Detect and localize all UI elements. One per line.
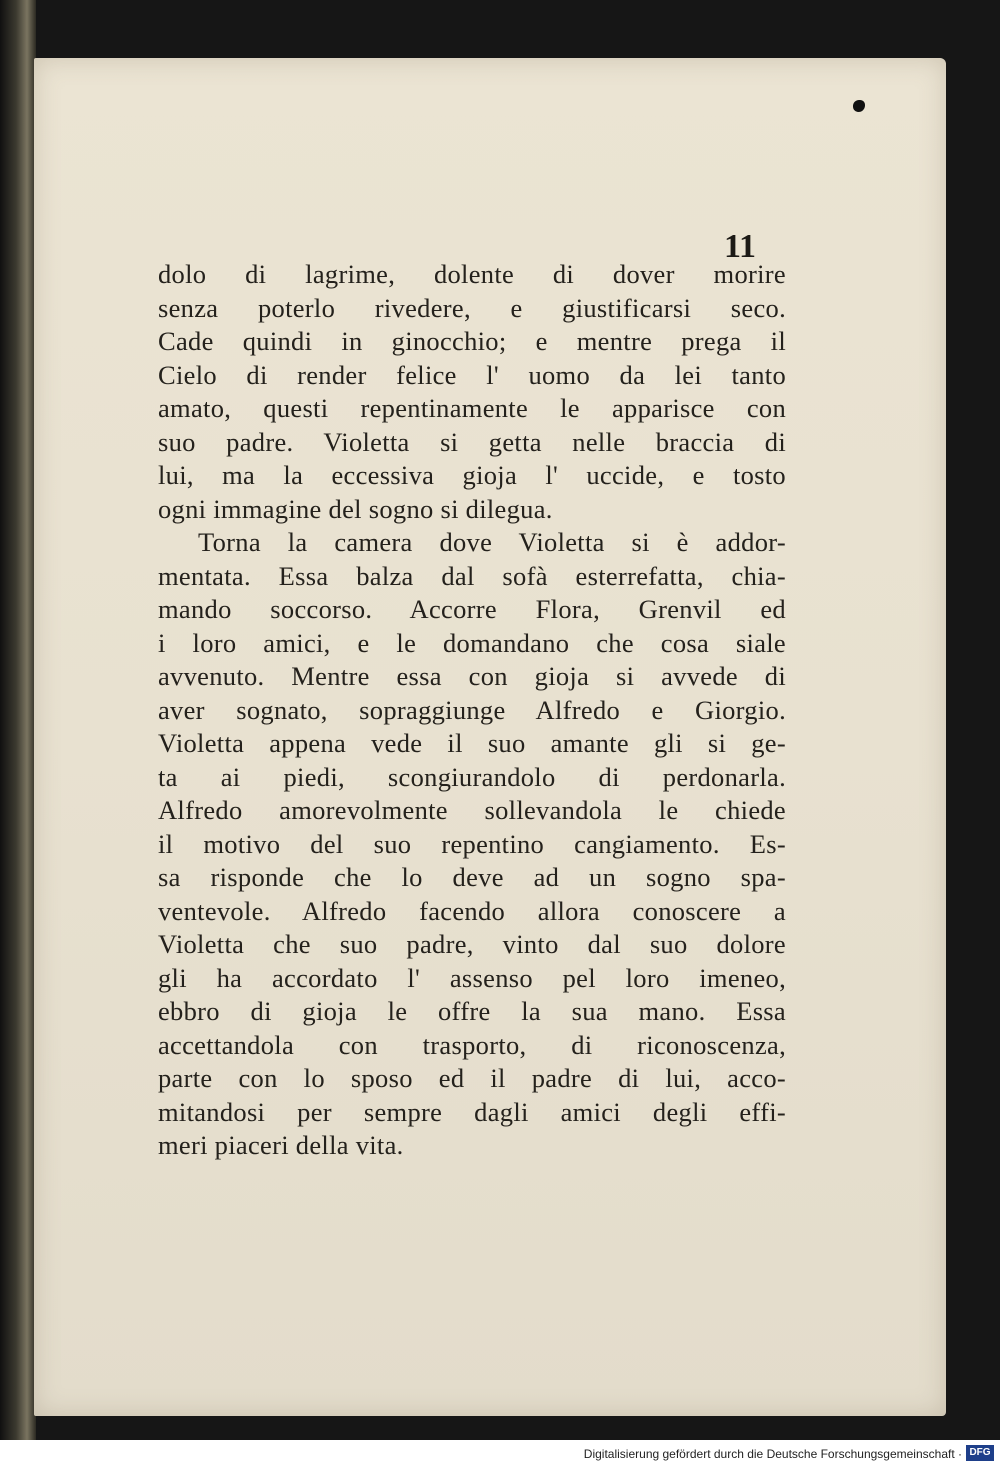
text-line: Violetta che suo padre, vinto dal suo dolore [158,929,786,959]
text-line: ta ai piedi, scongiurandolo di perdonarla. [158,761,786,792]
text-line: il motivo del suo repentino cangiamento. Es- [158,828,786,859]
text-line: amato, questi repentinamente le apparisce con [158,393,786,423]
text-line-indented: Torna la camera dove Violetta si è addor- [198,527,786,557]
page-number: 11 [723,228,757,265]
text-line: suo padre. Violetta si getta nelle braccia di [158,426,786,457]
text-line: ventevole. Alfredo facendo allora conoscere a [158,895,786,926]
text-line: mitandosi per sempre dagli amici degli effi- [158,1096,786,1127]
text-line: lui, ma la eccessiva gioja l' uccide, e tosto [158,460,786,490]
text-line: ebbro di gioja le offre la sua mano. Essa [158,996,786,1026]
text-line: Violetta appena vede il suo amante gli si ge- [158,728,786,758]
dfg-logo: DFG [966,1445,994,1461]
text-line: gli ha accordato l' assenso pel loro imeneo, [158,962,786,993]
text-line: parte con lo sposo ed il padre di lui, acco- [158,1063,786,1093]
text-line: i loro amici, e le domandano che cosa siale [158,627,786,658]
text-line: Alfredo amorevolmente sollevandola le chiede [158,795,786,825]
text-line: Cielo di render felice l' uomo da lei tanto [158,359,786,390]
page-body-text [158,258,786,1163]
text-line: sa risponde che lo deve ad un sogno spa- [158,862,786,892]
text-line: dolo di lagrime, dolente di dover morire [158,259,786,289]
text-line: mentata. Essa balza dal sofà esterrefatta, chia- [158,560,786,591]
text-line: aver sognato, sopraggiunge Alfredo e Giorgio. [158,694,786,725]
text-line-last: ogni immagine del sogno si dilegua. [158,493,553,524]
text-line: Cade quindi in ginocchio; e mentre prega il [158,326,786,356]
book-spine-edge [0,0,36,1440]
text-line: senza poterlo rivedere, e giustificarsi seco. [158,292,786,323]
text-line: mando soccorso. Accorre Flora, Grenvil ed [158,594,786,624]
dfg-credit-text: Digitalisierung gefördert durch die Deutsche Forschungsgemeinschaft · [583,1447,962,1461]
text-line-last: meri piaceri della vita. [158,1130,404,1160]
text-line: avvenuto. Mentre essa con gioja si avvede di [158,661,786,691]
text-line: accettandola con trasporto, di riconoscenza, [158,1029,786,1060]
digitization-footer [0,1440,1000,1470]
